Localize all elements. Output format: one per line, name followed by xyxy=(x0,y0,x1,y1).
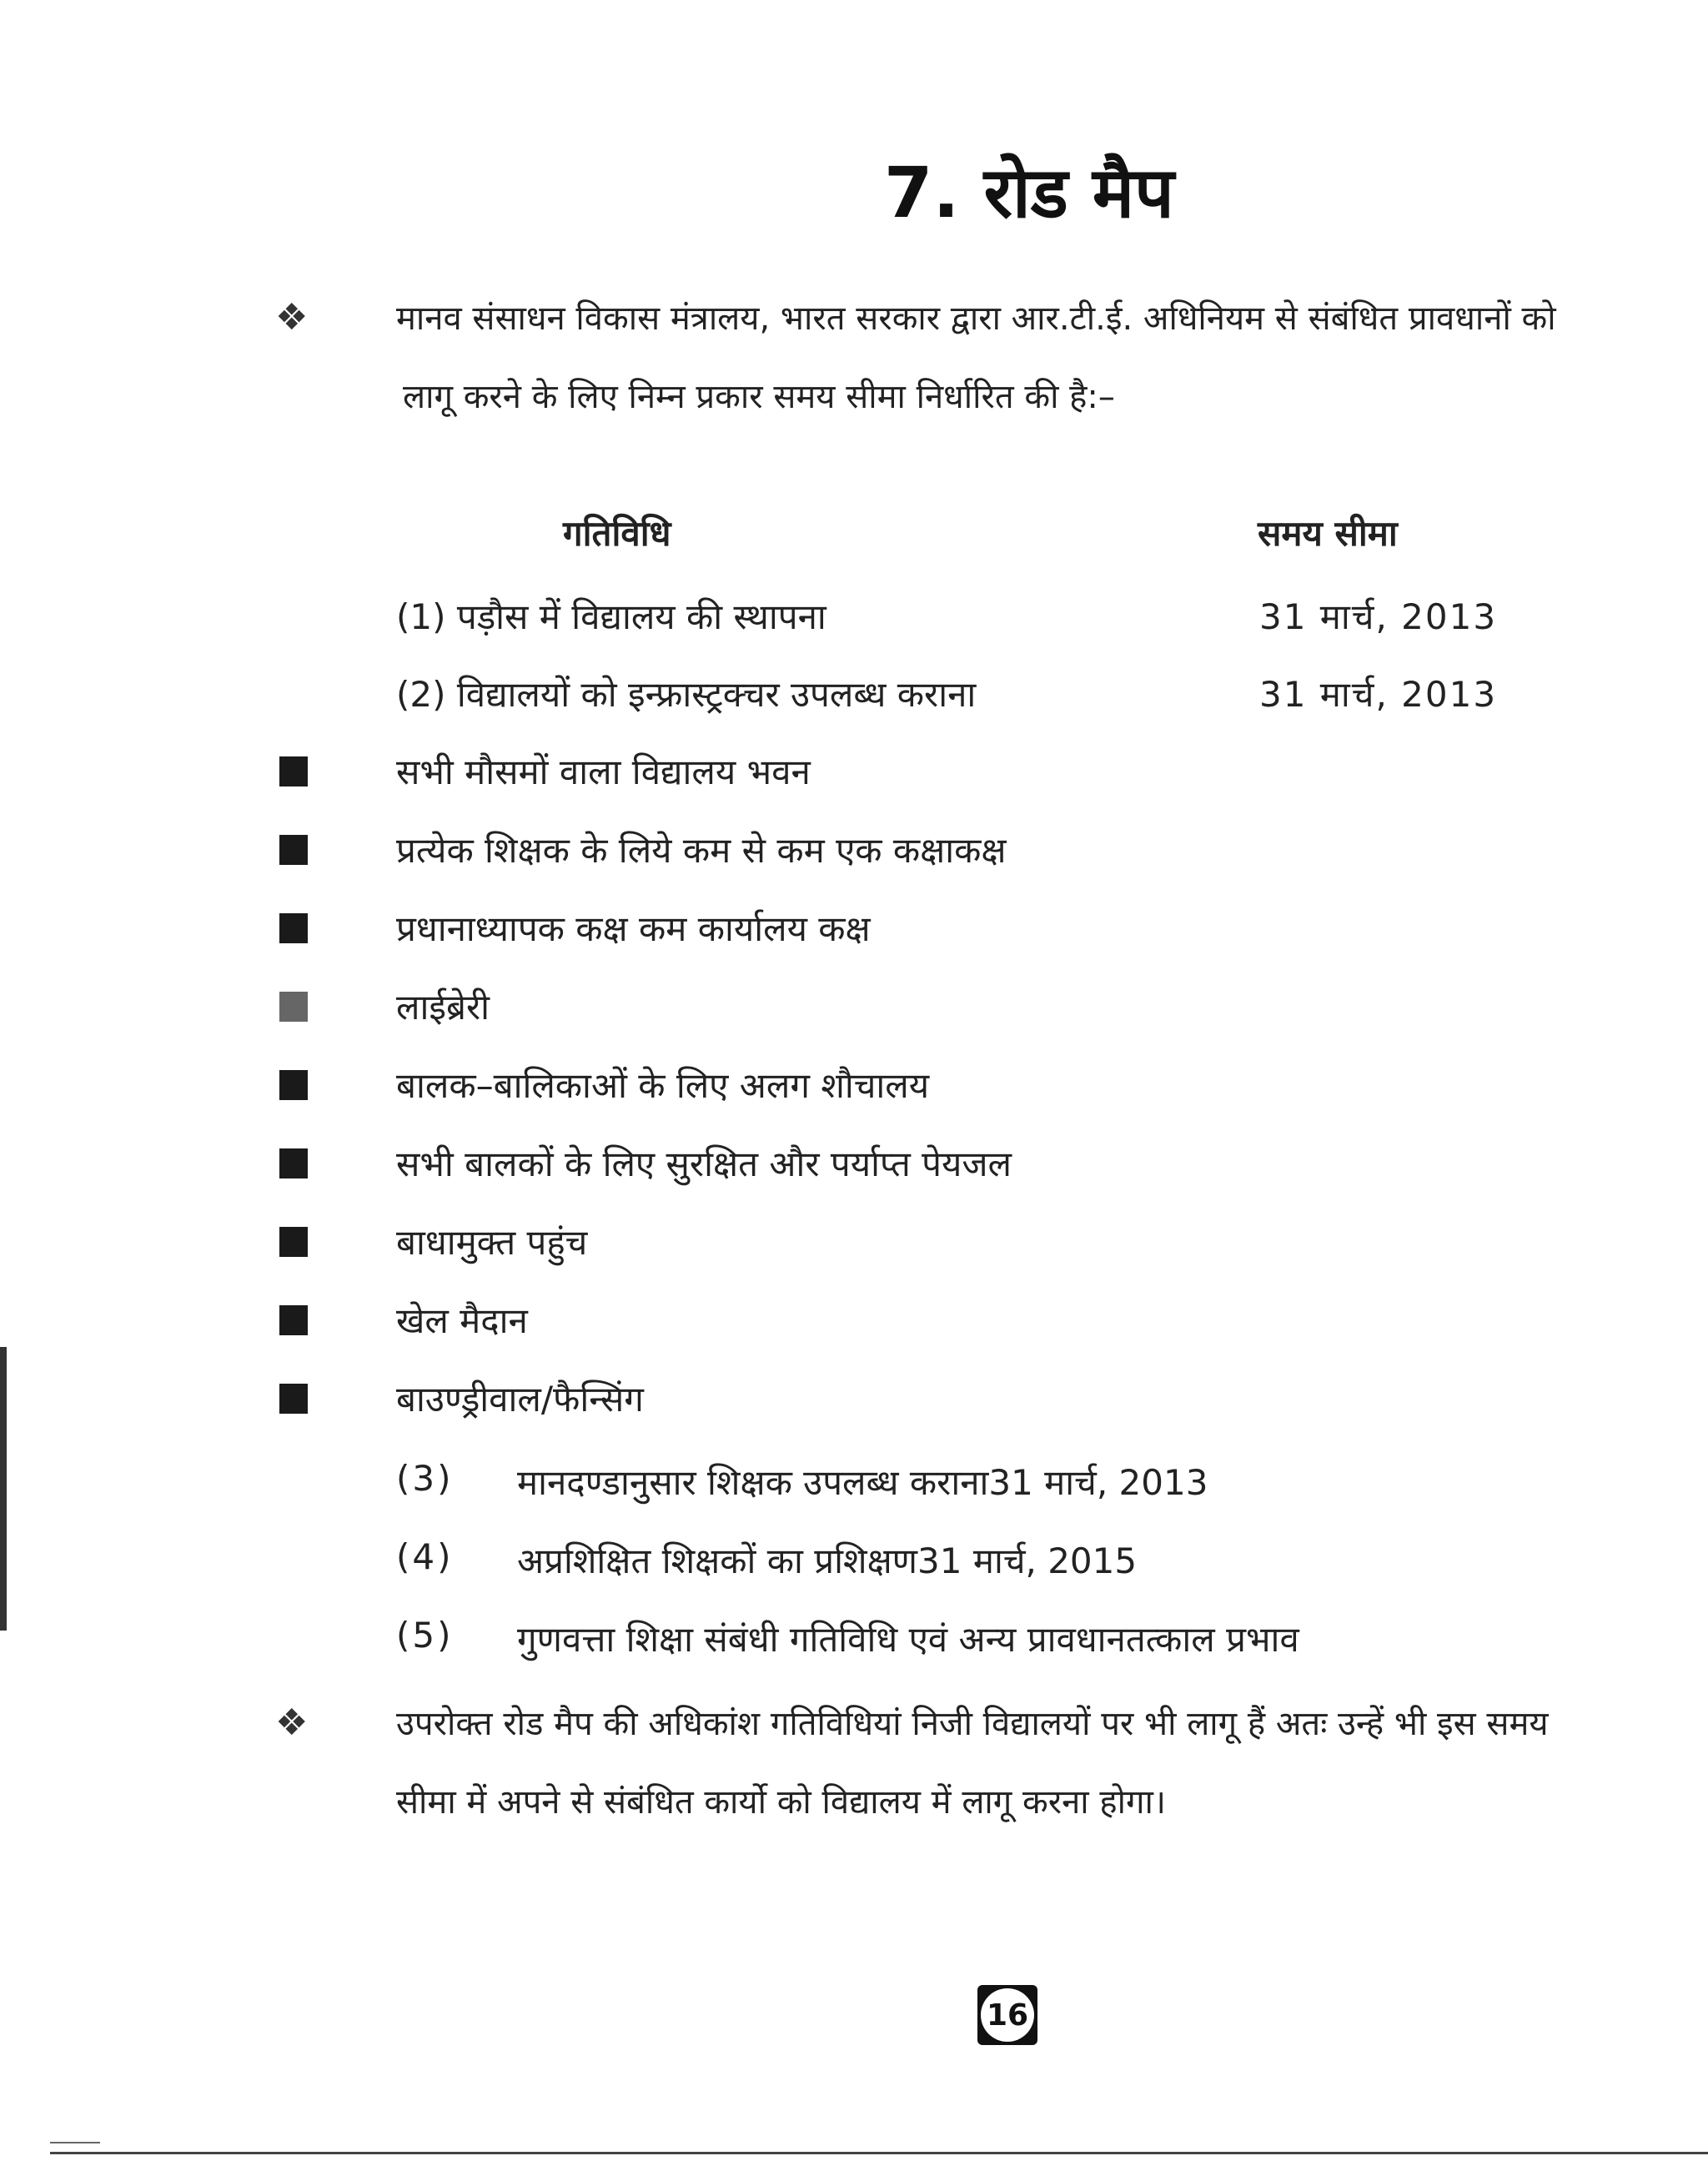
numbered-item-text: मानदण्डानुसार शिक्षक उपलब्ध कराना31 मार्च, 2013 xyxy=(517,1462,1208,1503)
page-number: 16 xyxy=(981,1988,1034,2042)
square-bullet-icon xyxy=(279,1305,308,1335)
list-item: सभी मौसमों वाला विद्यालय भवन xyxy=(396,751,811,792)
deadline-column-header: समय सीमा xyxy=(1258,513,1398,554)
closing-line-2: सीमा में अपने से संबंधित कार्यो को विद्यालय में लागू करना होगा। xyxy=(396,1783,1167,1822)
scan-edge-stub xyxy=(50,2142,100,2143)
diamond-bullet-icon: ❖ xyxy=(275,1701,309,1744)
table-row-deadline: 31 मार्च, 2013 xyxy=(1259,596,1498,637)
table-row-activity: (1) पड़ौस में विद्यालय की स्थापना xyxy=(396,596,826,637)
list-item: बालक–बालिकाओं के लिए अलग शौचालय xyxy=(396,1065,930,1106)
square-bullet-icon xyxy=(279,835,308,865)
square-bullet-icon xyxy=(279,1384,308,1414)
intro-paragraph xyxy=(396,279,1708,436)
table-row-activity: (2) विद्यालयों को इन्फ्रास्ट्रक्चर उपलब्ध कराना xyxy=(396,674,977,715)
square-bullet-icon xyxy=(279,1070,308,1100)
page-number-badge xyxy=(977,1985,1037,2045)
square-bullet-icon xyxy=(279,992,308,1022)
list-item: बाउण्ड्रीवाल/फैन्सिंग xyxy=(396,1379,644,1420)
numbered-item-text: अप्रशिक्षित शिक्षकों का प्रशिक्षण31 मार्च, 2015 xyxy=(517,1540,1138,1581)
list-item: सभी बालकों के लिए सुरक्षित और पर्याप्त पेयजल xyxy=(396,1143,1012,1184)
scan-edge-bar xyxy=(0,1347,7,1631)
bottom-rule xyxy=(50,2152,1708,2154)
list-item: प्रधानाध्यापक कक्ष कम कार्यालय कक्ष xyxy=(396,908,871,949)
numbered-item-number: (3) xyxy=(396,1458,454,1499)
numbered-item-number: (4) xyxy=(396,1536,454,1577)
square-bullet-icon xyxy=(279,1227,308,1257)
closing-line-1: उपरोक्त रोड मैप की अधिकांश गतिविधियां निजी विद्यालयों पर भी लागू हैं अतः उन्हें भी इस समय xyxy=(396,1705,1549,1743)
intro-line-1: मानव संसाधन विकास मंत्रालय, भारत सरकार द्वारा आर.टी.ई. अधिनियम से संबंधित प्रावधानों को xyxy=(396,299,1556,338)
page-title: 7. रोड मैप xyxy=(884,152,1174,234)
closing-paragraph xyxy=(396,1685,1708,1842)
square-bullet-icon xyxy=(279,1148,308,1178)
list-item: लाईब्रेरी xyxy=(396,987,490,1028)
numbered-item-number: (5) xyxy=(396,1615,454,1656)
list-item: बाधामुक्त पहुंच xyxy=(396,1222,588,1263)
activity-column-header: गतिविधि xyxy=(563,513,671,554)
diamond-bullet-icon: ❖ xyxy=(275,296,309,339)
list-item: खेल मैदान xyxy=(396,1300,528,1341)
intro-line-2: लागू करने के लिए निम्न प्रकार समय सीमा निर्धारित की है:– xyxy=(403,378,1115,416)
square-bullet-icon xyxy=(279,756,308,786)
numbered-item-text: गुणवत्ता शिक्षा संबंधी गतिविधि एवं अन्य प्रावधानतत्काल प्रभाव xyxy=(517,1619,1299,1660)
table-row-deadline: 31 मार्च, 2013 xyxy=(1259,674,1498,715)
square-bullet-icon xyxy=(279,913,308,943)
list-item: प्रत्येक शिक्षक के लिये कम से कम एक कक्षाकक्ष xyxy=(396,830,1007,871)
